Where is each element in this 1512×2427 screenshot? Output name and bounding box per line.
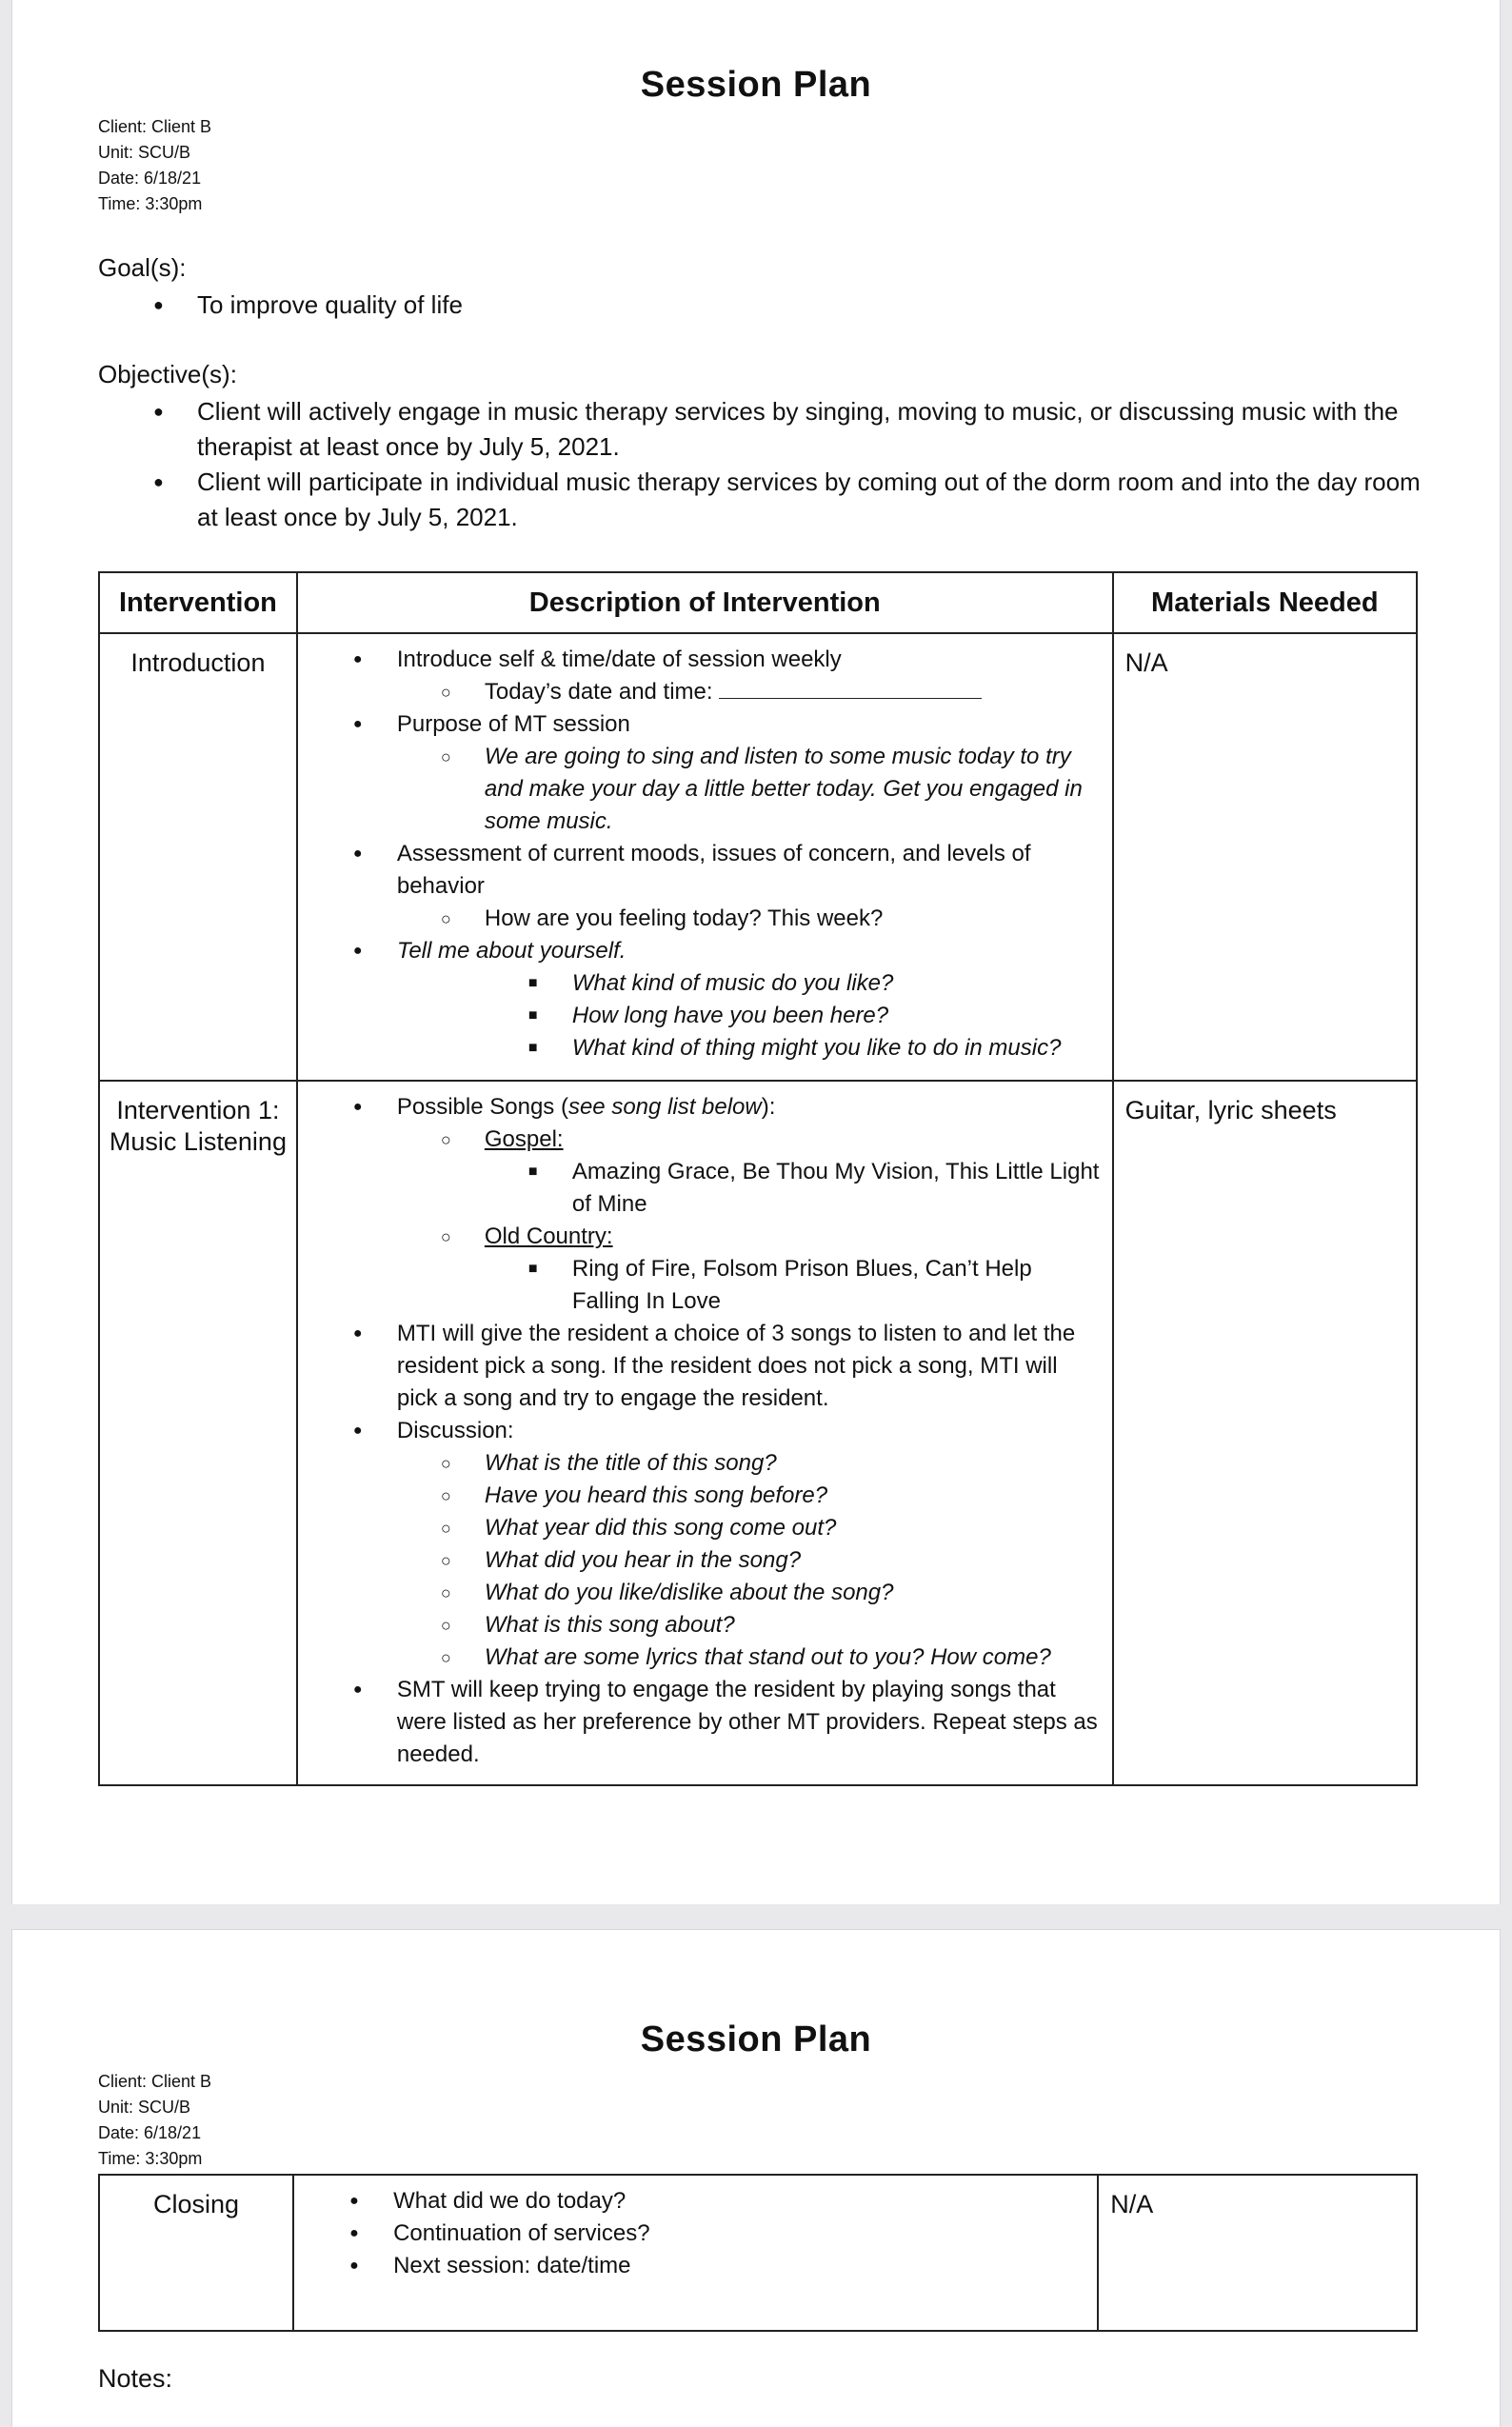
client-line: Client: Client B (98, 2072, 212, 2091)
unit-line: Unit: SCU/B (98, 143, 191, 162)
time-line: Time: 3:30pm (98, 2149, 203, 2168)
client-line: Client: Client B (98, 117, 212, 136)
table-header-row (99, 572, 1417, 633)
list-item: ● Assessment of current moods, issues of concern, and levels of behavior (298, 838, 1104, 903)
session-plan-table (98, 571, 1418, 1786)
list-item: ● What did we do today? (294, 2185, 1089, 2218)
list-item: ○ What year did this song come out? (298, 1512, 1104, 1544)
session-meta (98, 114, 211, 217)
intervention-name: Introduction (99, 633, 297, 1081)
header-materials: Materials Needed (1113, 572, 1417, 633)
document-page-2 (11, 1929, 1501, 2427)
page-title: Session Plan (640, 65, 872, 105)
list-item: ○ What is this song about? (298, 1609, 1104, 1641)
goals-label: Goal(s): (98, 253, 187, 282)
list-item: ● Tell me about yourself. (298, 935, 1104, 967)
intervention-name: Intervention 1: Music Listening (99, 1081, 297, 1785)
objective-item: ● Client will actively engage in music therapy services by singing, moving to music, or discussing music with the therapist at least once by July 5, 2021. (98, 394, 1422, 465)
list-item: ○ Have you heard this song before? (298, 1480, 1104, 1512)
objective-item: ● Client will participate in individual music therapy services by coming out of the dorm room and into the day room at least once by July 5, 2021. (98, 465, 1422, 535)
list-item (298, 1221, 1104, 1253)
list-item: ● Next session: date/time (294, 2250, 1089, 2282)
genre-label: Old Country: (484, 1223, 613, 1249)
songs-suffix: ): (761, 1094, 776, 1120)
list-item: ○ What are some lyrics that stand out to you? How come? (298, 1641, 1104, 1674)
materials-cell: N/A (1098, 2175, 1417, 2331)
session-meta (98, 2069, 211, 2172)
goals-list (98, 288, 1422, 323)
list-item: ■ How long have you been here? (298, 1000, 1104, 1032)
objectives-label: Objective(s): (98, 360, 237, 388)
time-line: Time: 3:30pm (98, 194, 203, 213)
intervention-description (297, 633, 1113, 1081)
intervention-description (297, 1081, 1113, 1785)
list-item: ■ Amazing Grace, Be Thou My Vision, This Little Light of Mine (298, 1156, 1104, 1221)
list-item: ■ What kind of thing might you like to do in music? (298, 1032, 1104, 1064)
list-item: ● MTI will give the resident a choice of 3 songs to listen to and let the resident pick a song. If the resident does not pick a song, MTI will pick a song and try to engage the resident. (298, 1318, 1104, 1415)
header-description: Description of Intervention (297, 572, 1113, 633)
date-time-prompt: Today’s date and time: (484, 679, 713, 705)
list-item (298, 1124, 1104, 1156)
list-item: ○ We are going to sing and listen to some music today to try and make your day a little better today. Get you engaged in some music. (298, 741, 1104, 838)
closing-table (98, 2174, 1418, 2332)
table-row-introduction (99, 633, 1417, 1081)
genre-label: Gospel: (484, 1126, 564, 1152)
blank-line (719, 679, 982, 699)
list-item: ○ What is the title of this song? (298, 1447, 1104, 1480)
list-item: ○ What did you hear in the song? (298, 1544, 1104, 1577)
goal-item: ● To improve quality of life (98, 288, 1422, 323)
date-line: Date: 6/18/21 (98, 2123, 202, 2142)
page-title: Session Plan (640, 2019, 872, 2059)
materials-cell: Guitar, lyric sheets (1113, 1081, 1417, 1785)
list-item: ○ What do you like/dislike about the song? (298, 1577, 1104, 1609)
list-item: ● Continuation of services? (294, 2218, 1089, 2250)
objectives-list (98, 394, 1422, 535)
list-item: ● SMT will keep trying to engage the resident by playing songs that were listed as her preference by other MT providers. Repeat steps as needed. (298, 1674, 1104, 1771)
list-item: ● Purpose of MT session (298, 708, 1104, 741)
list-item: ● Introduce self & time/date of session weekly (298, 644, 1104, 676)
notes-label: Notes: (98, 2364, 173, 2393)
list-item: ■ Ring of Fire, Folsom Prison Blues, Can’t Help Falling In Love (298, 1253, 1104, 1318)
songs-note: see song list below (567, 1094, 762, 1120)
songs-label: Possible Songs ( (396, 1094, 568, 1120)
list-item: ■ What kind of music do you like? (298, 967, 1104, 1000)
table-row-closing (99, 2175, 1417, 2331)
list-item (298, 1091, 1104, 1124)
materials-cell: N/A (1113, 633, 1417, 1081)
document-page-1 (11, 0, 1501, 1904)
list-item (298, 676, 1104, 708)
header-intervention: Intervention (99, 572, 297, 633)
date-line: Date: 6/18/21 (98, 169, 202, 188)
unit-line: Unit: SCU/B (98, 2098, 191, 2117)
intervention-description (293, 2175, 1098, 2331)
intervention-name: Closing (99, 2175, 293, 2331)
list-item: ○ How are you feeling today? This week? (298, 903, 1104, 935)
list-item: ● Discussion: (298, 1415, 1104, 1447)
table-row-intervention-1 (99, 1081, 1417, 1785)
